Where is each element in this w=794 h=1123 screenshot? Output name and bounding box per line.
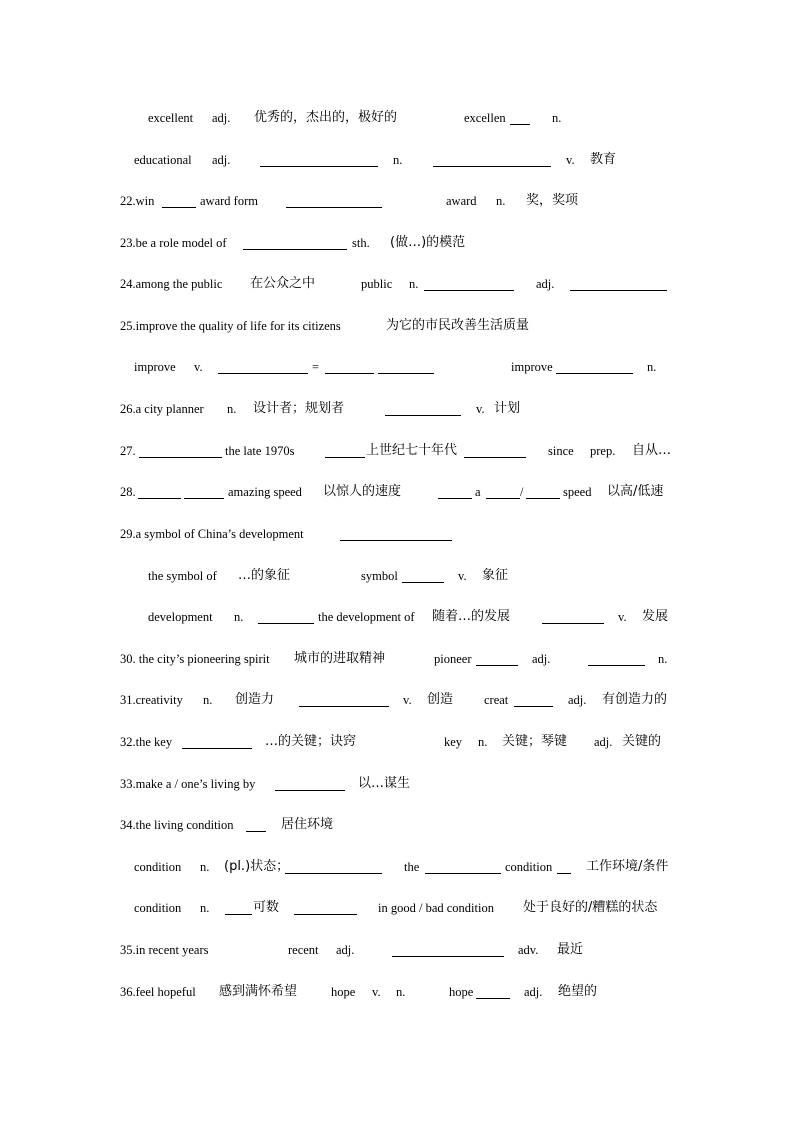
answer-blank[interactable] <box>526 498 560 499</box>
english-term: 31.creativity <box>120 693 183 707</box>
vocab-line <box>0 984 794 1000</box>
chinese-meaning: 奖，奖项 <box>526 193 579 208</box>
part-of-speech: n. <box>393 153 403 167</box>
vocab-line <box>0 734 794 750</box>
vocab-line <box>0 110 794 126</box>
chinese-meaning: 可数 <box>253 900 280 915</box>
slash: / <box>520 485 524 499</box>
vocab-line <box>0 942 794 958</box>
chinese-meaning: 为它的市民改善生活质量 <box>386 318 530 333</box>
chinese-meaning: 最近 <box>557 942 584 957</box>
vocab-line <box>0 776 794 792</box>
answer-blank[interactable] <box>138 498 181 499</box>
chinese-meaning: 关键；琴键 <box>502 734 568 749</box>
part-of-speech: adj. <box>568 693 587 707</box>
answer-blank[interactable] <box>299 706 389 707</box>
part-of-speech: n. <box>200 901 210 915</box>
chinese-meaning: 教育 <box>590 152 617 167</box>
english-term: 33.make a / one’s living by <box>120 777 256 791</box>
part-of-speech: adj. <box>524 985 543 999</box>
answer-blank[interactable] <box>392 956 504 957</box>
word-stem: improve <box>511 360 553 374</box>
answer-blank[interactable] <box>402 582 444 583</box>
chinese-meaning: …的象征 <box>238 568 291 583</box>
english-term: the symbol of <box>148 569 217 583</box>
answer-blank[interactable] <box>325 373 374 374</box>
answer-blank[interactable] <box>385 415 461 416</box>
part-of-speech: adj. <box>336 943 355 957</box>
english-term: amazing speed <box>228 485 302 499</box>
part-of-speech: v. <box>566 153 575 167</box>
answer-blank[interactable] <box>476 998 510 999</box>
chinese-meaning: 感到满怀希望 <box>219 984 298 999</box>
vocab-line <box>0 900 794 916</box>
vocab-line <box>0 359 794 375</box>
chinese-meaning: 设计者；规划者 <box>253 401 345 416</box>
part-of-speech: n. <box>658 652 668 666</box>
vocab-line <box>0 193 794 209</box>
answer-blank[interactable] <box>294 914 357 915</box>
chinese-meaning: 关键的 <box>622 734 662 749</box>
part-of-speech: adj. <box>212 153 231 167</box>
english-term: 26.a city planner <box>120 402 204 416</box>
answer-blank[interactable] <box>588 665 645 666</box>
vocab-line <box>0 859 794 875</box>
part-of-speech: prep. <box>590 444 616 458</box>
answer-blank[interactable] <box>139 457 222 458</box>
part-of-speech: v. <box>476 402 485 416</box>
part-of-speech: v. <box>618 610 627 624</box>
vocab-line <box>0 526 794 542</box>
chinese-meaning: …的关键；诀窍 <box>265 734 357 749</box>
chinese-meaning: 处于良好的/糟糕的状态 <box>523 900 658 915</box>
answer-blank[interactable] <box>182 748 252 749</box>
vocab-line <box>0 484 794 500</box>
english-term: condition <box>134 860 182 874</box>
english-term: since <box>548 444 574 458</box>
part-of-speech: n. <box>227 402 237 416</box>
chinese-meaning: 有创造力的 <box>602 692 668 707</box>
english-term: public <box>361 277 393 291</box>
english-term: condition <box>134 901 182 915</box>
english-term: a <box>475 485 481 499</box>
part-of-speech: n. <box>396 985 406 999</box>
english-term: award <box>446 194 477 208</box>
part-of-speech: adj. <box>594 735 613 749</box>
word-stem: symbol <box>361 569 398 583</box>
answer-blank[interactable] <box>340 540 452 541</box>
answer-blank[interactable] <box>286 207 382 208</box>
answer-blank[interactable] <box>260 166 378 167</box>
answer-blank[interactable] <box>184 498 224 499</box>
vocab-line <box>0 318 794 334</box>
answer-blank[interactable] <box>433 166 551 167</box>
answer-blank[interactable] <box>424 290 514 291</box>
vocab-line <box>0 235 794 251</box>
answer-blank[interactable] <box>514 706 553 707</box>
answer-blank[interactable] <box>557 873 571 874</box>
english-term: hope <box>331 985 356 999</box>
chinese-meaning: 在公众之中 <box>250 276 316 291</box>
chinese-meaning: 以惊人的速度 <box>323 484 402 499</box>
english-term: 24.among the public <box>120 277 223 291</box>
answer-blank[interactable] <box>438 498 472 499</box>
answer-blank[interactable] <box>162 207 196 208</box>
answer-blank[interactable] <box>285 873 382 874</box>
english-term: recent <box>288 943 319 957</box>
english-term: 29.a symbol of China’s development <box>120 527 304 541</box>
word-stem: pioneer <box>434 652 472 666</box>
part-of-speech: n. <box>409 277 419 291</box>
english-term: key <box>444 735 463 749</box>
chinese-meaning: 随着…的发展 <box>432 609 511 624</box>
item-number: 28. <box>120 485 136 499</box>
english-term: speed <box>563 485 592 499</box>
vocab-line <box>0 651 794 667</box>
english-term: the <box>404 860 420 874</box>
english-term: 22.win <box>120 194 155 208</box>
chinese-meaning: 计划 <box>494 401 521 416</box>
answer-blank[interactable] <box>486 498 520 499</box>
part-of-speech: n. <box>234 610 244 624</box>
answer-blank[interactable] <box>243 249 347 250</box>
part-of-speech: n. <box>200 860 210 874</box>
english-term: 34.the living condition <box>120 818 234 832</box>
answer-blank[interactable] <box>570 290 667 291</box>
chinese-meaning: 居住环境 <box>281 817 334 832</box>
word-stem: hope <box>449 985 474 999</box>
english-term: educational <box>134 153 192 167</box>
chinese-meaning: 自从… <box>632 443 672 458</box>
answer-blank[interactable] <box>556 373 633 374</box>
english-term: sth. <box>352 236 370 250</box>
vocab-line <box>0 568 794 584</box>
part-of-speech: adj. <box>212 111 231 125</box>
vocab-line <box>0 443 794 459</box>
part-of-speech: adv. <box>518 943 539 957</box>
part-of-speech: v. <box>458 569 467 583</box>
word-stem: excellen <box>464 111 506 125</box>
answer-blank[interactable] <box>275 790 345 791</box>
english-term: the late 1970s <box>225 444 295 458</box>
vocab-line <box>0 401 794 417</box>
chinese-meaning: 优秀的，杰出的，极好的 <box>254 110 398 125</box>
chinese-meaning: (做…)的模范 <box>390 235 466 250</box>
chinese-meaning: 创造力 <box>235 692 275 707</box>
part-of-speech: n. <box>552 111 562 125</box>
english-term: 32.the key <box>120 735 173 749</box>
part-of-speech: n. <box>496 194 506 208</box>
chinese-meaning: 上世纪七十年代 <box>366 443 458 458</box>
part-of-speech: n. <box>203 693 213 707</box>
part-of-speech: adj. <box>536 277 555 291</box>
answer-blank[interactable] <box>378 373 434 374</box>
chinese-meaning: 创造 <box>427 692 454 707</box>
english-term: improve <box>134 360 176 374</box>
english-term: 30. the city’s pioneering spirit <box>120 652 270 666</box>
english-term: 23.be a role model of <box>120 236 227 250</box>
part-of-speech: n. <box>647 360 657 374</box>
vocab-line <box>0 817 794 833</box>
english-term: excellent <box>148 111 194 125</box>
equals-sign: = <box>312 360 320 374</box>
answer-blank[interactable] <box>246 831 266 832</box>
english-term: 36.feel hopeful <box>120 985 196 999</box>
answer-blank[interactable] <box>464 457 526 458</box>
english-term: in good / bad condition <box>378 901 494 915</box>
vocab-line <box>0 276 794 292</box>
english-term: condition <box>505 860 553 874</box>
chinese-meaning: (pl.)状态； <box>224 859 290 874</box>
part-of-speech: n. <box>478 735 488 749</box>
chinese-meaning: 绝望的 <box>558 984 598 999</box>
part-of-speech: v. <box>194 360 203 374</box>
vocab-line <box>0 692 794 708</box>
english-term: the development of <box>318 610 415 624</box>
part-of-speech: v. <box>403 693 412 707</box>
word-stem: creat <box>484 693 509 707</box>
answer-blank[interactable] <box>510 124 530 125</box>
chinese-meaning: 发展 <box>642 609 669 624</box>
part-of-speech: v. <box>372 985 381 999</box>
answer-blank[interactable] <box>325 457 365 458</box>
answer-blank[interactable] <box>225 914 252 915</box>
answer-blank[interactable] <box>218 373 308 374</box>
answer-blank[interactable] <box>258 623 314 624</box>
item-number: 27. <box>120 444 136 458</box>
chinese-meaning: 以高/低速 <box>607 484 664 499</box>
chinese-meaning: 城市的进取精神 <box>294 651 386 666</box>
chinese-meaning: 工作环境/条件 <box>586 859 669 874</box>
chinese-meaning: 象征 <box>482 568 509 583</box>
answer-blank[interactable] <box>425 873 501 874</box>
answer-blank[interactable] <box>542 623 604 624</box>
english-term: 25.improve the quality of life for its citizens <box>120 319 341 333</box>
english-term: development <box>148 610 213 624</box>
chinese-meaning: 以…谋生 <box>358 776 411 791</box>
english-term: award form <box>200 194 258 208</box>
vocab-line <box>0 152 794 168</box>
english-term: 35.in recent years <box>120 943 209 957</box>
answer-blank[interactable] <box>476 665 518 666</box>
vocab-line <box>0 609 794 625</box>
part-of-speech: adj. <box>532 652 551 666</box>
